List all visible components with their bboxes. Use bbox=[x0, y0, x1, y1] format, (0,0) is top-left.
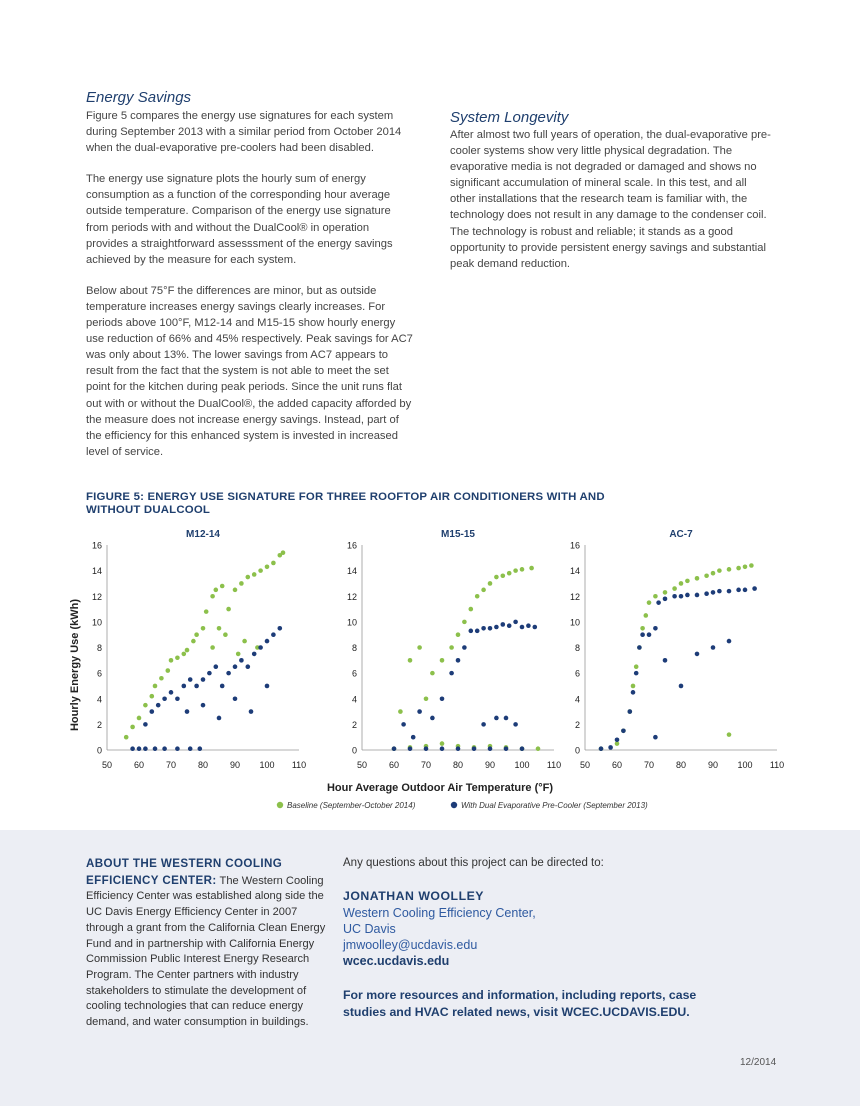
baseline-point bbox=[191, 639, 196, 644]
baseline-point bbox=[727, 732, 732, 737]
dual-point bbox=[504, 746, 509, 751]
legend-label-dual: With Dual Evaporative Pre-Cooler (September 2013) bbox=[461, 801, 648, 810]
baseline-point bbox=[166, 668, 171, 673]
y-tick-label: 10 bbox=[91, 617, 102, 628]
baseline-point bbox=[536, 746, 541, 751]
panel-title: M12-14 bbox=[186, 529, 220, 540]
dual-point bbox=[201, 703, 206, 708]
baseline-point bbox=[647, 600, 652, 605]
dual-point bbox=[520, 746, 525, 751]
y-tick-label: 12 bbox=[91, 591, 102, 602]
baseline-point bbox=[494, 575, 499, 580]
x-tick-label: 50 bbox=[101, 760, 113, 770]
baseline-point bbox=[398, 709, 403, 714]
baseline-point bbox=[217, 626, 222, 631]
y-tick-label: 8 bbox=[351, 643, 357, 653]
contact-name: JONATHAN WOOLLEY bbox=[343, 889, 484, 903]
dual-point bbox=[663, 658, 668, 663]
dual-point bbox=[475, 629, 480, 634]
dual-point bbox=[252, 652, 257, 657]
x-tick-label: 100 bbox=[259, 760, 275, 770]
y-tick-label: 16 bbox=[346, 540, 357, 551]
baseline-point bbox=[631, 684, 636, 689]
x-tick-label: 70 bbox=[420, 760, 432, 770]
energy-savings-paragraph-3: Below about 75°F the differences are minor, but as outside temperature increases energy savings clearly increases. For periods above 100°F, M12-14 and M15-15 show hourly energy use reduction of 66% and 45% respectively. Peak savings for AC7 was only about 13%. The lower savings from AC7 appears to result from the fact that the system is not able to meet the set point for the kitchen during peak periods. Since the unit runs flat out with or without the DualCool®, the added capacity afforded by the measure does not increase energy savings. Instead, part of the efficiency for this enhanced system is invested in increased level of service. bbox=[86, 284, 413, 458]
dual-point bbox=[175, 696, 180, 701]
dual-point bbox=[150, 709, 155, 714]
y-tick-label: 6 bbox=[574, 668, 580, 679]
legend-swatch-dual bbox=[451, 802, 457, 808]
dual-point bbox=[440, 696, 445, 701]
baseline-point bbox=[210, 594, 215, 599]
chart-panel-0 bbox=[92, 529, 306, 770]
y-tick-label: 14 bbox=[91, 566, 102, 577]
y-tick-label: 16 bbox=[91, 540, 102, 551]
baseline-point bbox=[130, 725, 135, 730]
legend-label-baseline: Baseline (September-October 2014) bbox=[287, 801, 416, 810]
chart-panel-1 bbox=[347, 529, 561, 770]
dual-point bbox=[424, 746, 429, 751]
baseline-point bbox=[663, 590, 668, 595]
baseline-point bbox=[137, 716, 142, 721]
baseline-point bbox=[430, 671, 435, 676]
dual-point bbox=[137, 746, 142, 751]
dual-point bbox=[501, 622, 506, 627]
baseline-point bbox=[743, 564, 748, 569]
x-tick-label: 80 bbox=[452, 760, 464, 770]
dual-point bbox=[695, 593, 700, 598]
baseline-point bbox=[182, 652, 187, 657]
x-tick-label: 100 bbox=[514, 760, 530, 770]
dual-point bbox=[628, 709, 633, 714]
baseline-point bbox=[475, 594, 480, 599]
baseline-point bbox=[520, 567, 525, 572]
y-tick-label: 12 bbox=[569, 591, 580, 602]
panel-title: M15-15 bbox=[441, 529, 475, 540]
dual-point bbox=[265, 639, 270, 644]
dual-point bbox=[214, 664, 219, 669]
dual-point bbox=[736, 588, 741, 593]
dual-point bbox=[130, 746, 135, 751]
y-tick-label: 14 bbox=[569, 566, 580, 577]
dual-point bbox=[520, 625, 525, 630]
dual-point bbox=[271, 632, 276, 637]
dual-point bbox=[469, 629, 474, 634]
system-longevity-paragraph: After almost two full years of operation, the dual-evaporative pre-cooler systems show very little physical degradation. The evaporative media is not degraded or damaged and shows no significant accumulation of mineral scale. In this test, and all other installations that the research team is familiar with, the technology does not result in any damage to the condenser coil. The technology is robust and reliable; it stands as a good opportunity to provide persistent energy savings and substantial peak demand reduction. bbox=[450, 129, 771, 270]
baseline-point bbox=[150, 694, 155, 699]
dual-point bbox=[188, 746, 193, 751]
baseline-point bbox=[214, 588, 219, 593]
y-tick-label: 4 bbox=[574, 694, 580, 705]
y-axis-label: Hourly Energy Use (kWh) bbox=[69, 598, 81, 732]
baseline-point bbox=[169, 658, 174, 663]
baseline-point bbox=[242, 639, 247, 644]
dual-point bbox=[143, 746, 148, 751]
dual-point bbox=[695, 652, 700, 657]
dual-point bbox=[201, 677, 206, 682]
dual-point bbox=[672, 594, 677, 599]
baseline-point bbox=[462, 620, 467, 625]
dual-point bbox=[265, 684, 270, 689]
baseline-point bbox=[124, 735, 129, 740]
y-tick-label: 2 bbox=[351, 719, 357, 730]
contact-website-link[interactable]: wcec.ucdavis.edu bbox=[343, 954, 450, 968]
baseline-point bbox=[424, 696, 429, 701]
dual-point bbox=[488, 746, 493, 751]
x-tick-label: 50 bbox=[356, 760, 368, 770]
y-tick-label: 0 bbox=[351, 745, 357, 756]
y-tick-label: 6 bbox=[96, 668, 102, 679]
y-tick-label: 6 bbox=[351, 668, 357, 679]
dual-point bbox=[233, 696, 238, 701]
dual-point bbox=[727, 639, 732, 644]
baseline-point bbox=[456, 632, 461, 637]
baseline-point bbox=[488, 581, 493, 586]
dual-point bbox=[392, 746, 397, 751]
dual-point bbox=[162, 746, 167, 751]
baseline-point bbox=[159, 676, 164, 681]
x-tick-label: 60 bbox=[133, 760, 145, 770]
baseline-point bbox=[153, 684, 158, 689]
baseline-point bbox=[233, 588, 238, 593]
y-tick-label: 0 bbox=[96, 745, 102, 756]
baseline-point bbox=[653, 594, 658, 599]
system-longevity-body bbox=[450, 127, 772, 287]
baseline-point bbox=[246, 575, 251, 580]
dual-point bbox=[456, 658, 461, 663]
baseline-point bbox=[672, 586, 677, 591]
dual-point bbox=[440, 746, 445, 751]
baseline-point bbox=[695, 576, 700, 581]
dual-point bbox=[249, 709, 254, 714]
dual-point bbox=[156, 703, 161, 708]
dual-point bbox=[169, 690, 174, 695]
dual-point bbox=[233, 664, 238, 669]
dual-point bbox=[513, 620, 518, 625]
about-first-line: The Western Cooling bbox=[216, 874, 324, 887]
baseline-point bbox=[281, 550, 286, 555]
dual-point bbox=[239, 658, 244, 663]
x-tick-label: 110 bbox=[769, 760, 785, 770]
baseline-point bbox=[175, 655, 180, 660]
system-longevity-heading: System Longevity bbox=[450, 109, 569, 126]
x-axis-label: Hour Average Outdoor Air Temperature (°F) bbox=[326, 782, 554, 794]
about-section bbox=[86, 856, 326, 1031]
baseline-point bbox=[271, 561, 276, 566]
contact-email-link[interactable]: jmwoolley@ucdavis.edu bbox=[343, 938, 478, 952]
dual-point bbox=[743, 588, 748, 593]
chart-panel-2 bbox=[570, 529, 784, 770]
baseline-point bbox=[634, 664, 639, 669]
dual-point bbox=[258, 645, 263, 650]
energy-use-chart bbox=[60, 520, 820, 820]
legend bbox=[277, 801, 648, 810]
dual-point bbox=[494, 716, 499, 721]
baseline-point bbox=[408, 658, 413, 663]
dual-point bbox=[679, 594, 684, 599]
baseline-point bbox=[210, 645, 215, 650]
more-info: For more resources and information, including reports, case studies and HVAC related news, visit WCEC.UCDAVIS.EDU. bbox=[343, 988, 697, 1019]
dual-point bbox=[182, 684, 187, 689]
dual-point bbox=[401, 722, 406, 727]
dual-point bbox=[599, 746, 604, 751]
about-heading-line1: ABOUT THE WESTERN COOLING bbox=[86, 857, 283, 870]
dual-point bbox=[704, 591, 709, 596]
x-tick-label: 110 bbox=[291, 760, 307, 770]
x-tick-label: 90 bbox=[707, 760, 719, 770]
y-tick-label: 12 bbox=[346, 591, 357, 602]
x-tick-label: 90 bbox=[229, 760, 241, 770]
x-tick-label: 80 bbox=[675, 760, 687, 770]
dual-point bbox=[220, 684, 225, 689]
x-tick-label: 80 bbox=[197, 760, 209, 770]
baseline-point bbox=[507, 571, 512, 576]
baseline-point bbox=[252, 572, 257, 577]
baseline-point bbox=[749, 563, 754, 568]
dual-point bbox=[488, 626, 493, 631]
x-tick-label: 50 bbox=[579, 760, 591, 770]
dual-point bbox=[727, 589, 732, 594]
dual-point bbox=[637, 645, 642, 650]
dual-point bbox=[408, 746, 413, 751]
y-tick-label: 2 bbox=[96, 719, 102, 730]
x-tick-label: 110 bbox=[546, 760, 562, 770]
x-tick-label: 70 bbox=[643, 760, 655, 770]
y-tick-label: 16 bbox=[569, 540, 580, 551]
y-tick-label: 2 bbox=[574, 719, 580, 730]
dual-point bbox=[217, 716, 222, 721]
baseline-point bbox=[236, 652, 241, 657]
baseline-point bbox=[220, 584, 225, 589]
dual-point bbox=[533, 625, 538, 630]
x-tick-label: 70 bbox=[165, 760, 177, 770]
x-tick-label: 60 bbox=[611, 760, 623, 770]
dual-point bbox=[685, 593, 690, 598]
contact-intro: Any questions about this project can be directed to: bbox=[343, 857, 604, 869]
dual-point bbox=[656, 600, 661, 605]
y-tick-label: 8 bbox=[574, 643, 580, 653]
dual-point bbox=[653, 735, 658, 740]
dual-point bbox=[615, 737, 620, 742]
baseline-point bbox=[185, 648, 190, 653]
dual-point bbox=[621, 728, 626, 733]
baseline-point bbox=[711, 571, 716, 576]
document-date: 12/2014 bbox=[740, 1057, 777, 1068]
y-tick-label: 10 bbox=[346, 617, 357, 628]
dual-point bbox=[481, 722, 486, 727]
dual-point bbox=[608, 745, 613, 750]
dual-point bbox=[175, 746, 180, 751]
contact-org-line2: UC Davis bbox=[343, 922, 396, 936]
y-tick-label: 0 bbox=[574, 745, 580, 756]
dual-point bbox=[153, 746, 158, 751]
dual-point bbox=[188, 677, 193, 682]
legend-swatch-baseline bbox=[277, 802, 283, 808]
dual-point bbox=[185, 709, 190, 714]
dual-point bbox=[752, 586, 757, 591]
baseline-point bbox=[440, 658, 445, 663]
baseline-point bbox=[644, 613, 649, 618]
dual-point bbox=[411, 735, 416, 740]
baseline-point bbox=[717, 568, 722, 573]
y-tick-label: 10 bbox=[569, 617, 580, 628]
baseline-point bbox=[449, 645, 454, 650]
dual-point bbox=[449, 671, 454, 676]
baseline-point bbox=[481, 588, 486, 593]
dual-point bbox=[481, 626, 486, 631]
dual-point bbox=[679, 684, 684, 689]
dual-point bbox=[647, 632, 652, 637]
dual-point bbox=[653, 626, 658, 631]
x-tick-label: 60 bbox=[388, 760, 400, 770]
baseline-point bbox=[469, 607, 474, 612]
dual-point bbox=[162, 696, 167, 701]
y-tick-label: 4 bbox=[351, 694, 357, 705]
baseline-point bbox=[440, 741, 445, 746]
dual-point bbox=[246, 664, 251, 669]
baseline-point bbox=[685, 579, 690, 584]
x-tick-label: 100 bbox=[737, 760, 753, 770]
dual-point bbox=[462, 645, 467, 650]
baseline-point bbox=[736, 566, 741, 571]
baseline-point bbox=[529, 566, 534, 571]
dual-point bbox=[513, 722, 518, 727]
dual-point bbox=[504, 716, 509, 721]
y-tick-label: 8 bbox=[96, 643, 102, 653]
baseline-point bbox=[258, 568, 263, 573]
dual-point bbox=[472, 746, 477, 751]
baseline-point bbox=[679, 581, 684, 586]
panel-title: AC-7 bbox=[669, 529, 693, 540]
dual-point bbox=[194, 684, 199, 689]
about-body: Efficiency Center was established along side the UC Davis Energy Efficiency Center in 2007 through a grant from the California Clean Energy Fund and in partnership with California Energy Commission Public Interest Energy Research Program. The Center partners with industry stakeholders to stimulate the development of cooling technologies that can reduce energy demand, and water consumption in buildings. bbox=[86, 890, 326, 1029]
dual-point bbox=[507, 623, 512, 628]
baseline-point bbox=[501, 573, 506, 578]
dual-point bbox=[278, 626, 283, 631]
y-tick-label: 14 bbox=[346, 566, 357, 577]
dual-point bbox=[143, 722, 148, 727]
baseline-point bbox=[704, 573, 709, 578]
dual-point bbox=[663, 597, 668, 602]
y-tick-label: 4 bbox=[96, 694, 102, 705]
baseline-point bbox=[226, 607, 231, 612]
dual-point bbox=[207, 671, 212, 676]
baseline-point bbox=[204, 609, 209, 614]
energy-savings-heading: Energy Savings bbox=[86, 89, 192, 106]
energy-savings-paragraph-1: Figure 5 compares the energy use signatures for each system during September 2013 with a similar period from October 2014 when the dual-evaporative pre-coolers had been disabled. bbox=[86, 110, 402, 155]
baseline-point bbox=[223, 632, 228, 637]
x-tick-label: 90 bbox=[484, 760, 496, 770]
dual-point bbox=[640, 632, 645, 637]
energy-savings-paragraph-2: The energy use signature plots the hourly sum of energy consumption as a function of the corresponding hour average outside temperature. Comparison of the energy use signature from periods with and without the DualCool® in operation provides a straightforward assesssment of the energy savings achieved by the measure for each system. bbox=[86, 173, 393, 266]
dual-point bbox=[711, 645, 716, 650]
baseline-point bbox=[265, 564, 270, 569]
dual-point bbox=[198, 746, 203, 751]
dual-point bbox=[717, 589, 722, 594]
dual-point bbox=[417, 709, 422, 714]
dual-point bbox=[430, 716, 435, 721]
dual-point bbox=[456, 746, 461, 751]
baseline-point bbox=[513, 568, 518, 573]
baseline-point bbox=[239, 581, 244, 586]
dual-point bbox=[494, 625, 499, 630]
dual-point bbox=[526, 623, 531, 628]
baseline-point bbox=[194, 632, 199, 637]
dual-point bbox=[226, 671, 231, 676]
baseline-point bbox=[201, 626, 206, 631]
dual-point bbox=[634, 671, 639, 676]
dual-point bbox=[631, 690, 636, 695]
baseline-point bbox=[727, 567, 732, 572]
dual-point bbox=[711, 590, 716, 595]
about-heading-line2: EFFICIENCY CENTER: bbox=[86, 873, 217, 887]
baseline-point bbox=[640, 626, 645, 631]
baseline-point bbox=[143, 703, 148, 708]
baseline-point bbox=[417, 645, 422, 650]
figure-title: FIGURE 5: ENERGY USE SIGNATURE FOR THREE ROOFTOP AIR CONDITIONERS WITH AND WITHOUT DUALCOOL bbox=[86, 491, 605, 516]
contact-org-line1: Western Cooling Efficiency Center, bbox=[343, 906, 536, 920]
energy-savings-body bbox=[86, 108, 414, 475]
